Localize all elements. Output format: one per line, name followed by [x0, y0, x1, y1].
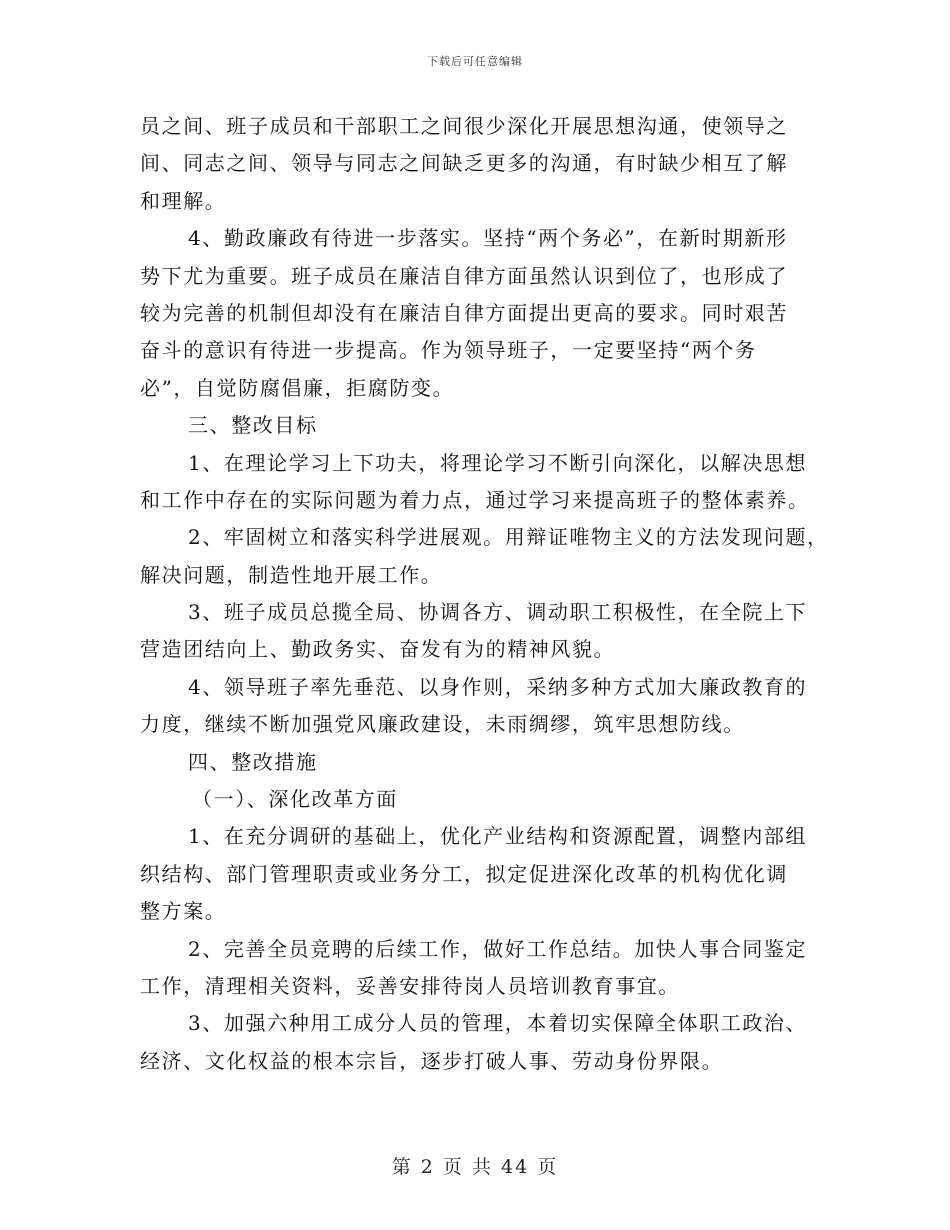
document-body: [140, 108, 829, 1080]
page-header: 下载后可任意编辑: [427, 55, 523, 68]
section-heading: 四、整改措施: [188, 749, 318, 774]
text-line: 势下尤为重要。班子成员在廉洁自律方面虽然认识到位了，也形成了: [140, 263, 788, 288]
text-line: 2、完善全员竞聘的后续工作，做好工作总结。加快人事合同鉴定: [188, 936, 808, 961]
text-line: 和工作中存在的实际问题为着力点，通过学习来提高班子的整体素养。: [140, 487, 810, 512]
text-line: 必”，自觉防腐倡廉，拒腐防变。: [140, 375, 455, 400]
text-line: 整方案。: [140, 899, 227, 924]
text-line: 织结构、部门管理职责或业务分工，拟定促进深化改革的机构优化调: [140, 861, 788, 886]
text-line: 力度，继续不断加强党风廉政建设，未雨绸缪，筑牢思想防线。: [140, 712, 745, 737]
subsection-heading: （一）、深化改革方面: [192, 787, 398, 812]
text-line: 经济、文化权益的根本宗旨，逐步打破人事、劳动身份界限。: [140, 1048, 724, 1073]
text-line: 间、同志之间、领导与同志之间缺乏更多的沟通，有时缺少相互了解: [140, 151, 788, 176]
page-number-footer: 第 2 页 共 44 页: [391, 1156, 559, 1178]
text-line: 营造团结向上、勤政务实、奋发有为的精神风貌。: [140, 637, 616, 662]
text-line: 4、勤政廉政有待进一步落实。坚持“两个务必”，在新时期新形: [188, 226, 788, 251]
text-line: 和理解。: [140, 188, 227, 213]
text-line: 2、牢固树立和落实科学进展观。用辩证唯物主义的方法发现问题，: [188, 525, 829, 550]
text-line: 较为完善的机制但却没有在廉洁自律方面提出更高的要求。同时艰苦: [140, 300, 788, 325]
text-line: 4、领导班子率先垂范、以身作则，采纳多种方式加大廉政教育的: [188, 674, 808, 699]
text-line: 1、在理论学习上下功夫，将理论学习不断引向深化，以解决思想: [188, 450, 808, 475]
text-line: 3、班子成员总揽全局、协调各方、调动职工积极性，在全院上下: [188, 600, 808, 625]
section-heading: 三、整改目标: [188, 413, 318, 438]
text-line: 员之间、班子成员和干部职工之间很少深化开展思想沟通，使领导之: [140, 114, 788, 138]
text-line: 奋斗的意识有待进一步提高。作为领导班子，一定要坚持“两个务: [140, 338, 757, 363]
text-line: 解决问题，制造性地开展工作。: [140, 562, 443, 587]
text-line: 1、在充分调研的基础上，优化产业结构和资源配置，调整内部组: [188, 824, 808, 849]
text-line: 3、加强六种用工成分人员的管理，本着切实保障全体职工政治、: [188, 1011, 808, 1036]
text-line: 工作，清理相关资料，妥善安排待岗人员培训教育事宜。: [140, 973, 680, 998]
